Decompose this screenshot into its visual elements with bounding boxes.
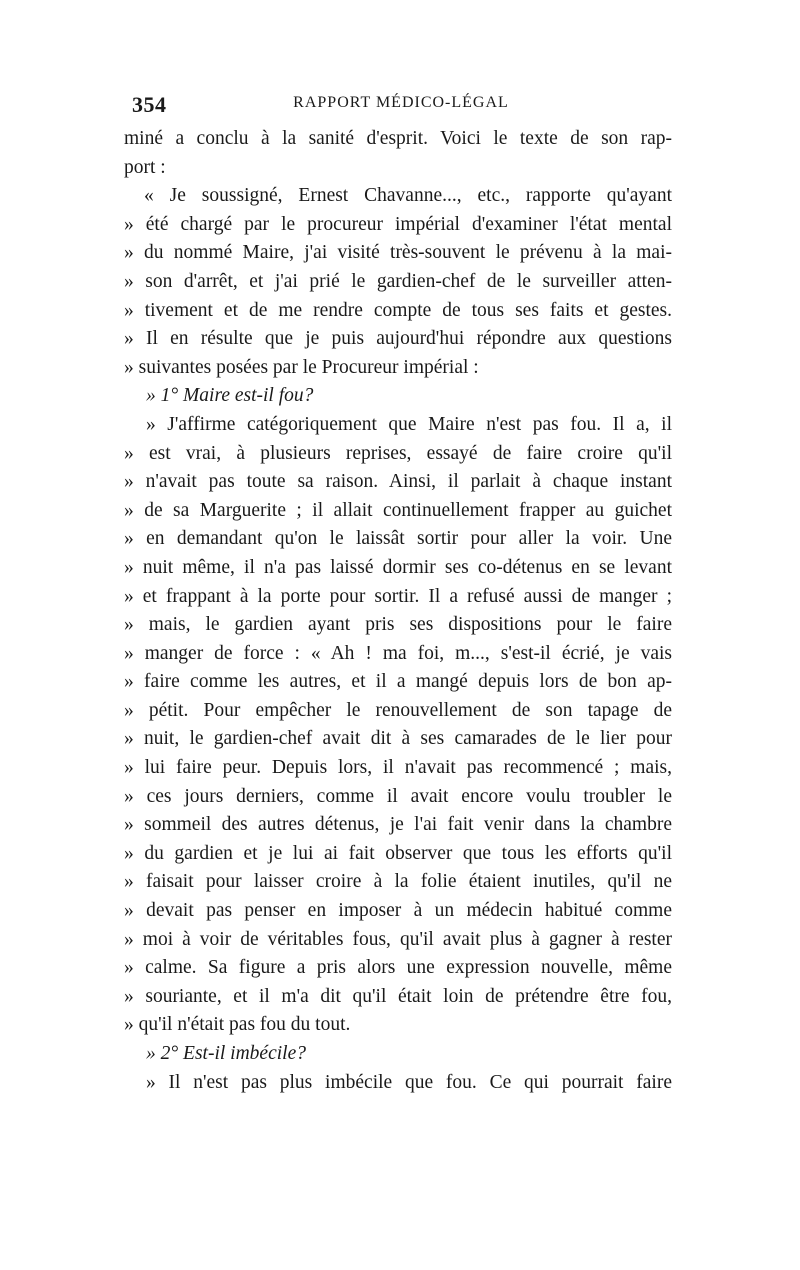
text-line: » et frappant à la porte pour sortir. Il a refusé aussi de manger ; <box>124 585 672 607</box>
text-line: » nuit même, il n'a pas laissé dormir ses co-détenus en se levant <box>124 556 672 578</box>
text-line: » calme. Sa figure a pris alors une expression nouvelle, même <box>124 957 672 979</box>
text-line: » est vrai, à plusieurs reprises, essayé de faire croire qu'il <box>124 442 672 464</box>
text-line: » du nommé Maire, j'ai visité très-souvent le prévenu à la mai- <box>124 242 672 264</box>
text-line: » tivement et de me rendre compte de tous ses faits et gestes. <box>124 299 672 321</box>
text-line: » de sa Marguerite ; il allait continuellement frapper au guichet <box>124 499 672 521</box>
text-line: » nuit, le gardien-chef avait dit à ses camarades de le lier pour <box>124 728 672 750</box>
page-number: 354 <box>132 92 167 117</box>
text-line: » moi à voir de véritables fous, qu'il avait plus à gagner à rester <box>124 928 672 950</box>
text-line: » lui faire peur. Depuis lors, il n'avait pas recommencé ; mais, <box>124 757 672 779</box>
text-line: » manger de force : « Ah ! ma foi, m..., s'est-il écrié, je vais <box>124 642 672 664</box>
question-heading: » 1° Maire est-il fou? <box>146 385 314 407</box>
text-line: » en demandant qu'on le laissât sortir pour aller la voir. Une <box>124 528 672 550</box>
text-line: » mais, le gardien ayant pris ses dispositions pour le faire <box>124 614 672 636</box>
text-line: » souriante, et il m'a dit qu'il était loin de prétendre être fou, <box>124 985 672 1007</box>
text-line: » été chargé par le procureur impérial d'examiner l'état mental <box>124 213 672 235</box>
text-line: » sommeil des autres détenus, je l'ai fait venir dans la chambre <box>124 814 672 836</box>
text-line: » n'avait pas toute sa raison. Ainsi, il parlait à chaque instant <box>124 471 672 493</box>
body-text <box>124 125 672 1097</box>
text-line: » Il n'est pas plus imbécile que fou. Ce qui pourrait faire <box>146 1071 672 1093</box>
text-line: » qu'il n'était pas fou du tout. <box>124 1014 351 1036</box>
text-line: » faisait pour laisser croire à la folie étaient inutiles, qu'il ne <box>124 871 672 893</box>
text-line: » son d'arrêt, et j'ai prié le gardien-chef de le surveiller atten- <box>124 270 672 292</box>
text-line: » devait pas penser en imposer à un médecin habitué comme <box>124 900 672 922</box>
text-line: » faire comme les autres, et il a mangé depuis lors de bon ap- <box>124 671 672 693</box>
text-line: » Il en résulte que je puis aujourd'hui répondre aux questions <box>124 328 672 350</box>
text-line: » pétit. Pour empêcher le renouvellement de son tapage de <box>124 699 672 721</box>
page-header <box>132 92 670 122</box>
text-line: » ces jours derniers, comme il avait encore voulu troubler le <box>124 785 672 807</box>
text-line: port : <box>124 156 166 178</box>
text-line: » du gardien et je lui ai fait observer que tous les efforts qu'il <box>124 842 672 864</box>
text-line: » J'affirme catégoriquement que Maire n'est pas fou. Il a, il <box>146 413 672 435</box>
question-heading: » 2° Est-il imbécile? <box>146 1043 306 1064</box>
text-line: miné a conclu à la sanité d'esprit. Voici le texte de son rap- <box>124 128 672 149</box>
running-title: RAPPORT MÉDICO-LÉGAL <box>293 94 509 111</box>
text-line: « Je soussigné, Ernest Chavanne..., etc., rapporte qu'ayant <box>144 185 672 207</box>
text-line: » suivantes posées par le Procureur impérial : <box>124 356 479 378</box>
